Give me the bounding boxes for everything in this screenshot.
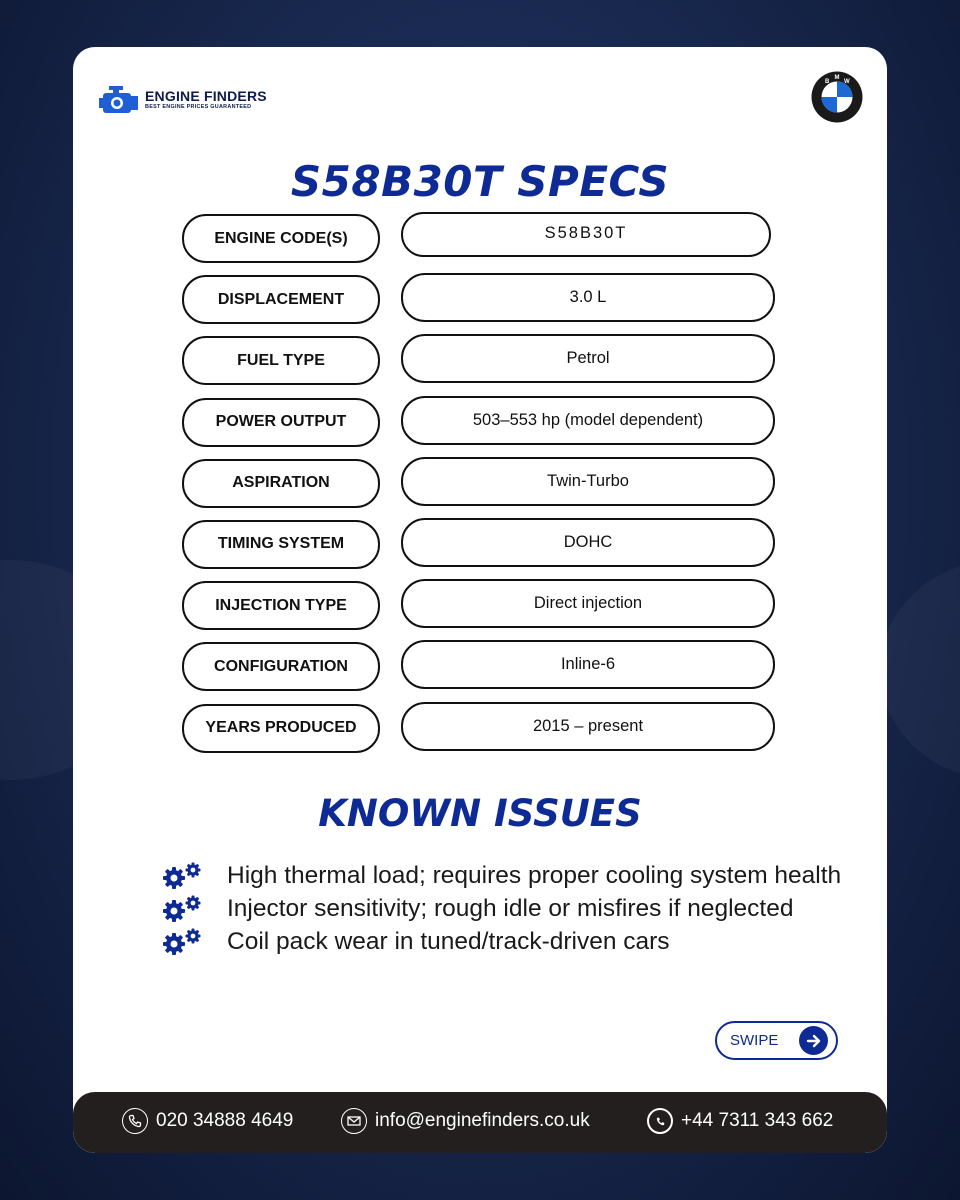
spec-value: 3.0 L bbox=[401, 273, 775, 322]
bmw-letter-m: M bbox=[834, 74, 840, 81]
spec-row bbox=[182, 642, 776, 692]
phone-icon bbox=[122, 1108, 148, 1134]
spec-label: ENGINE CODE(S) bbox=[182, 214, 380, 263]
mail-icon bbox=[341, 1108, 367, 1134]
bmw-letter-b: B bbox=[825, 79, 830, 85]
spec-value: Direct injection bbox=[401, 579, 775, 628]
spec-value: Inline-6 bbox=[401, 640, 775, 689]
email-contact[interactable] bbox=[341, 1108, 590, 1134]
arrow-right-icon bbox=[799, 1026, 828, 1055]
page-title: S58B30T SPECS bbox=[290, 157, 670, 206]
spec-row bbox=[182, 398, 776, 448]
whatsapp-contact[interactable] bbox=[647, 1108, 833, 1134]
spec-label: TIMING SYSTEM bbox=[182, 520, 380, 569]
swipe-label: SWIPE bbox=[730, 1032, 779, 1049]
gears-icon bbox=[161, 894, 205, 924]
engine-icon bbox=[99, 83, 139, 117]
phone-number: 020 34888 4649 bbox=[156, 1110, 294, 1131]
spec-value: Petrol bbox=[401, 334, 775, 383]
spec-table bbox=[182, 214, 776, 765]
spec-row bbox=[182, 704, 776, 754]
spec-card bbox=[73, 47, 887, 1153]
issues-title: KNOWN ISSUES bbox=[318, 792, 642, 835]
spec-value: Twin-Turbo bbox=[401, 457, 775, 506]
brand-name: ENGINE FINDERS bbox=[145, 88, 267, 104]
swipe-button[interactable] bbox=[715, 1021, 838, 1060]
spec-label: POWER OUTPUT bbox=[182, 398, 380, 447]
issue-item bbox=[161, 925, 841, 958]
email-address: info@enginefinders.co.uk bbox=[375, 1110, 590, 1131]
spec-row bbox=[182, 459, 776, 509]
spec-label: ASPIRATION bbox=[182, 459, 380, 508]
spec-row bbox=[182, 581, 776, 631]
gears-icon bbox=[161, 927, 205, 957]
spec-row bbox=[182, 275, 776, 325]
issue-text: Injector sensitivity; rough idle or misfires if neglected bbox=[227, 894, 794, 922]
issue-item bbox=[161, 859, 841, 892]
contact-footer bbox=[73, 1092, 887, 1153]
spec-label: FUEL TYPE bbox=[182, 336, 380, 385]
whatsapp-icon bbox=[647, 1108, 673, 1134]
spec-label: YEARS PRODUCED bbox=[182, 704, 380, 753]
gears-icon bbox=[161, 861, 205, 891]
issue-item bbox=[161, 892, 841, 925]
issue-text: High thermal load; requires proper cooling system health bbox=[227, 861, 842, 889]
spec-label: CONFIGURATION bbox=[182, 642, 380, 691]
spec-value: S58B30T bbox=[401, 212, 771, 257]
bmw-logo bbox=[811, 71, 863, 123]
whatsapp-number: +44 7311 343 662 bbox=[681, 1110, 834, 1131]
spec-value: 503–553 hp (model dependent) bbox=[401, 396, 775, 445]
issues-list bbox=[161, 859, 841, 958]
phone-contact[interactable] bbox=[122, 1108, 293, 1134]
spec-row bbox=[182, 336, 776, 386]
engine-finders-logo bbox=[99, 83, 267, 117]
spec-label: DISPLACEMENT bbox=[182, 275, 380, 324]
spec-label: INJECTION TYPE bbox=[182, 581, 380, 630]
spec-value: 2015 – present bbox=[401, 702, 775, 751]
background-decoration bbox=[880, 560, 960, 780]
spec-row bbox=[182, 214, 776, 264]
spec-row bbox=[182, 520, 776, 570]
spec-value: DOHC bbox=[401, 518, 775, 567]
brand-tagline: BEST ENGINE PRICES GUARANTEED bbox=[145, 104, 252, 110]
bmw-letter-w: W bbox=[844, 79, 850, 85]
issue-text: Coil pack wear in tuned/track-driven cars bbox=[227, 927, 670, 955]
